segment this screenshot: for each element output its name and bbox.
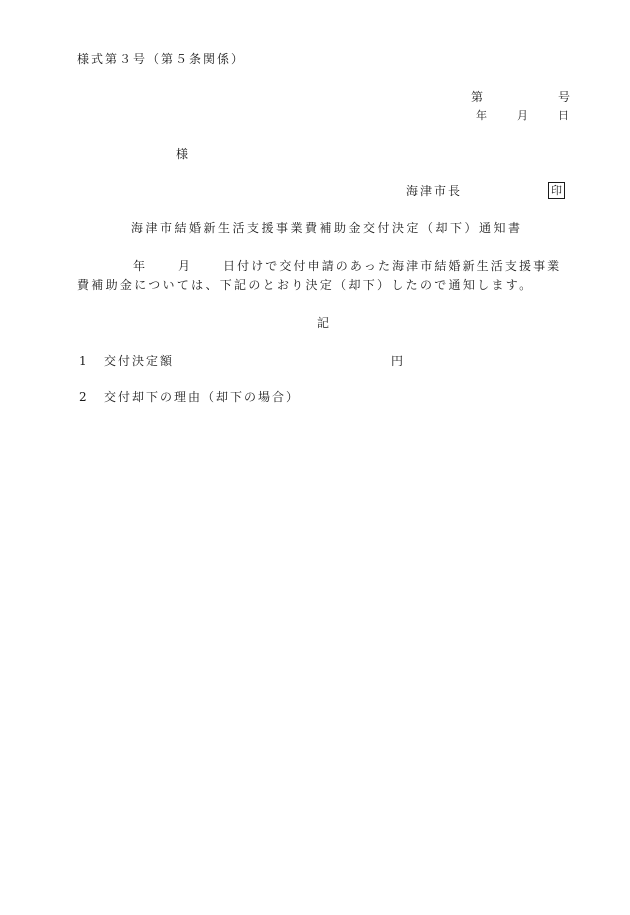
date-day: 日 — [558, 109, 570, 122]
body-line1: 日付けで交付申請のあった海津市結婚新生活支援事業 — [223, 259, 562, 273]
item-1-number: 1 — [79, 354, 87, 368]
item-2-number: 2 — [79, 390, 87, 404]
item-1-unit: 円 — [391, 354, 406, 368]
body-month: 月 — [178, 259, 193, 273]
body-year: 年 — [133, 259, 148, 273]
document-title: 海津市結婚新生活支援事業費補助金交付決定（却下）通知書 — [131, 221, 523, 235]
item-2-label: 交付却下の理由（却下の場合） — [104, 390, 301, 404]
ki-heading: 記 — [317, 316, 332, 330]
date-year: 年 — [476, 109, 488, 122]
body-line2: 費補助金については、下記のとおり決定（却下）したので通知します。 — [77, 278, 534, 292]
item-1-label: 交付決定額 — [104, 354, 175, 368]
form-label: 様式第３号（第５条関係） — [77, 52, 246, 66]
seal-mark: 印 — [548, 182, 565, 199]
recipient-honorific: 様 — [176, 147, 191, 161]
sender-name: 海津市長 — [406, 184, 463, 198]
date-month: 月 — [517, 109, 529, 122]
number-prefix: 第 — [471, 90, 486, 104]
number-suffix: 号 — [558, 90, 573, 104]
